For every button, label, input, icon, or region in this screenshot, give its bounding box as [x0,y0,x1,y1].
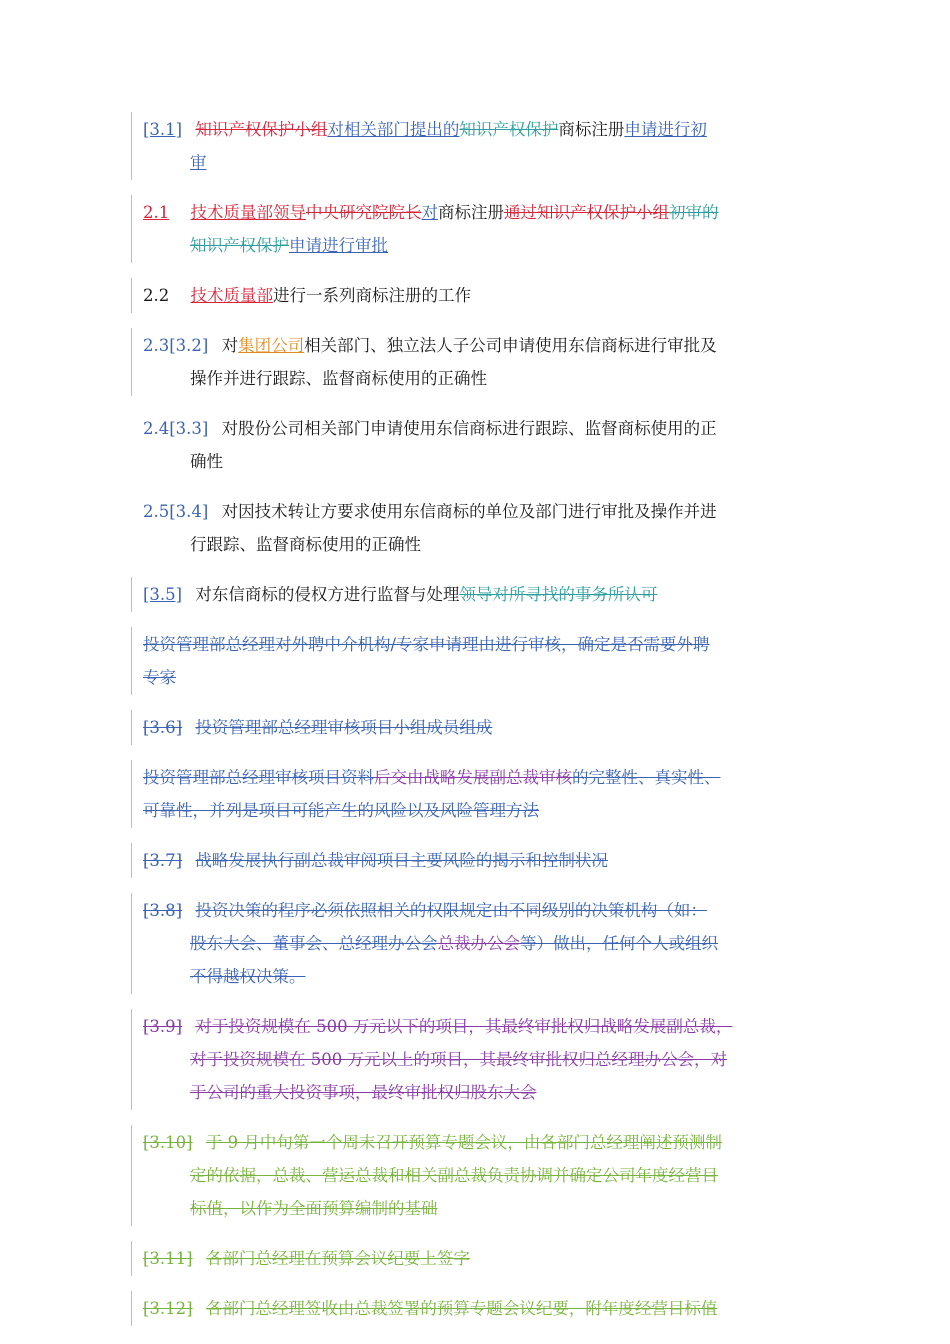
list-number-old: [3.4] [169,502,209,521]
paragraph-line [0,1126,810,1159]
list-number: [3.11] [143,1249,193,1268]
paragraph-line [0,1292,810,1325]
inserted-text: 对相关部门提出的 [327,120,460,139]
deleted-text: 定的依据，总裁、营运总裁和相关副总裁负责协调并确定公司年度经营目 [190,1166,718,1185]
deleted-text: 后交由战略发展副总裁审核 [374,768,572,787]
deleted-text: 于公司的重大投资事项，最终审批权归股东大会 [190,1083,537,1102]
paragraph-3-8 [0,889,950,998]
body-text: 确性 [190,452,223,471]
deleted-text: 各部门总经理签收由总裁签署的预算专题会议纪要，附年度经营目标值 [205,1299,718,1318]
list-number: [3.10] [143,1133,193,1152]
list-number: 2.1 [143,203,170,222]
inserted-text: 集团公司 [238,336,305,355]
body-text: 商标注册 [558,120,625,139]
paragraph-line [0,761,810,794]
list-number: 2.4 [143,419,170,438]
paragraph-line [0,528,810,561]
deleted-text: 投资管理部总经理审核项目资料 [143,768,374,787]
deleted-text: 对于投资规模在 500 万元以下的项目，其最终审批权归战略发展副总裁， [195,1017,733,1036]
deleted-text: 标值，以作为全面预算编制的基础 [190,1199,438,1218]
paragraph-line [0,1242,810,1275]
paragraph-line [0,1010,810,1043]
deleted-text: 领导对所寻找的事务所认可 [459,585,658,604]
paragraph-line [0,279,810,312]
paragraph-3-9 [0,1005,950,1114]
list-number: [3.6] [143,718,183,737]
paragraph-line [0,711,810,744]
paragraph-2-3 [0,324,950,400]
paragraph-line [0,196,810,229]
paragraph-2-5 [0,490,950,566]
deleted-text: 总裁办公会 [437,934,520,953]
inserted-text: 申请进行审批 [289,236,388,255]
deleted-text: 不得越权决策。 [190,967,306,986]
paragraph-3-10 [0,1121,950,1230]
paragraph-line [0,1076,810,1109]
change-bar [131,328,132,396]
list-number: [3.8] [143,901,183,920]
deleted-text: 专家 [143,668,176,687]
deleted-text: 股东大会、董事会、总经理办公会 [190,934,438,953]
body-text: 对股份公司相关部门申请使用东信商标进行跟踪、监督商标使用的正 [221,419,717,438]
paragraph-line [0,960,810,993]
paragraph-line [0,844,810,877]
list-number: [3.5] [143,585,183,604]
body-text: 商标注册 [438,203,504,222]
change-bar [131,1009,132,1110]
paragraph-2-4 [0,407,950,483]
deleted-text: 可靠性，并列是项目可能产生的风险以及风险管理方法 [143,801,539,820]
deleted-text: 投资决策的程序必须依照相关的权限规定由不同级别的决策机构（如： [195,901,707,920]
list-number: 2.5 [143,502,170,521]
change-bar [131,112,132,180]
paragraph-2-1 [0,191,950,267]
list-number-old: [3.3] [169,419,209,438]
deleted-text: 的完整性、真实性、 [572,768,721,787]
deleted-text: 等）做出，任何个人或组织 [520,934,718,953]
deleted-text: 知识产权保护 [459,120,559,139]
body-text: 对 [221,336,239,355]
list-number: 2.2 [143,286,170,305]
list-number-old: [3.2] [169,336,209,355]
change-bar [131,710,132,745]
change-bar [131,278,132,313]
paragraph-line [0,412,810,445]
paragraph-3-5 [0,573,950,616]
body-text: 对东信商标的侵权方进行监督与处理 [195,585,460,604]
paragraph-line [0,927,810,960]
list-number: [3.9] [143,1017,183,1036]
paragraph-line [0,495,810,528]
change-bar [131,1241,132,1276]
inserted-text: 对 [421,203,438,222]
paragraph-2-2 [0,274,950,317]
deleted-text: 对于投资规模在 500 万元以上的项目，其最终审批权归总经理办公会，对 [190,1050,727,1069]
deleted-text: 知识产权保护 [190,236,289,255]
paragraph-line [0,1192,810,1225]
paragraph-line [0,894,810,927]
paragraph-line [0,113,810,146]
paragraph-line [0,146,810,179]
change-bar [131,1291,132,1326]
change-bar [131,1125,132,1226]
list-number: 2.3 [143,336,170,355]
paragraph-line [0,229,810,262]
body-text: 相关部门、独立法人子公司申请使用东信商标进行审批及 [304,336,717,355]
document-page [0,108,950,1337]
deleted-text: 各部门总经理在预算会议纪要上签字 [205,1249,470,1268]
deleted-text: 于 9 月中旬第一个周末召开预算专题会议，由各部门总经理阐述预测制 [205,1133,722,1152]
change-bar [131,195,132,263]
paragraph-line [0,329,810,362]
inserted-text: 申请进行初 [624,120,707,139]
body-text: 行跟踪、监督商标使用的正确性 [190,535,421,554]
deleted-text: 初审的 [669,203,719,222]
deleted-text: 知识产权保护小组 [195,120,328,139]
paragraph-line [0,794,810,827]
body-text: 对因技术转让方要求使用东信商标的单位及部门进行审批及操作并进 [221,502,717,521]
change-bar [131,577,132,612]
paragraph-line [0,1043,810,1076]
body-text: 进行一系列商标注册的工作 [273,286,471,305]
deleted-text: 投资管理部总经理审核项目小组成员组成 [195,718,493,737]
paragraph-3-6 [0,706,950,749]
change-bar [131,893,132,994]
change-bar [131,843,132,878]
list-number: [3.1] [143,120,183,139]
paragraph-external-experts [0,623,950,699]
deleted-text: 通过知识产权保护小组 [504,203,669,222]
inserted-text: 技术质量部 [190,286,273,305]
paragraph-3-7 [0,839,950,882]
inserted-text: 技术质量部领导 [190,203,306,222]
body-text: 操作并进行跟踪、监督商标使用的正确性 [190,369,487,388]
deleted-text: 投资管理部总经理对外聘中介机构/专家申请理由进行审核，确定是否需要外聘 [143,635,710,654]
paragraph-3-12 [0,1287,950,1330]
deleted-text: 战略发展执行副总裁审阅项目主要风险的揭示和控制状况 [195,851,608,870]
inserted-text: 审 [190,153,207,172]
paragraph-line [0,362,810,395]
paragraph-line [0,628,810,661]
paragraph-project-review [0,756,950,832]
deleted-text: 中央研究院院长 [306,203,422,222]
change-bar [131,627,132,695]
paragraph-line [0,445,810,478]
list-number: [3.7] [143,851,183,870]
change-bar [131,760,132,828]
list-number: [3.12] [143,1299,193,1318]
paragraph-line [0,578,810,611]
paragraph-line [0,1159,810,1192]
paragraph-3-11 [0,1237,950,1280]
paragraph-3-1 [0,108,950,184]
paragraph-line [0,661,810,694]
